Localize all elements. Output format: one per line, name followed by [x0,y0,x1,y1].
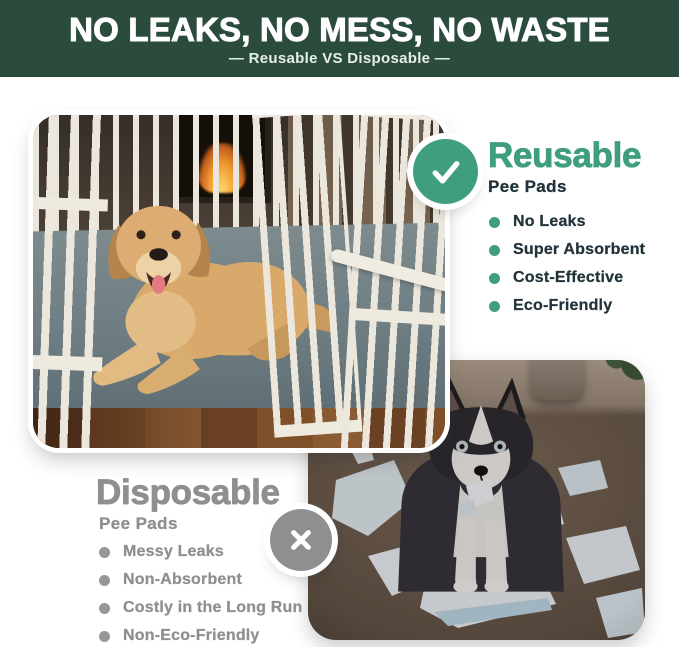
bullet-dot-icon [489,217,500,228]
benefit-item [489,236,645,264]
reusable-section [488,138,645,320]
drawback-item [99,566,303,594]
bullet-dot-icon [489,273,500,284]
drawback-label: Messy Leaks [123,543,224,560]
bullet-dot-icon [489,301,500,312]
benefit-label: No Leaks [513,213,586,230]
disposable-subheading: Pee Pads [99,514,178,533]
reusable-pad-photo [33,115,445,448]
benefit-label: Super Absorbent [513,241,646,258]
reusable-heading: Reusable [488,136,642,175]
disposable-section [96,475,303,647]
bullet-dot-icon [99,631,110,642]
bullet-dot-icon [99,547,110,558]
drawback-label: Non-Absorbent [123,571,243,588]
disposable-heading: Disposable [96,473,280,512]
reusable-benefits-list [489,208,645,320]
drawback-item [99,622,303,647]
bullet-dot-icon [99,575,110,586]
bullet-dot-icon [99,603,110,614]
bullet-dot-icon [489,245,500,256]
x-icon [270,509,332,571]
benefit-item [489,264,645,292]
benefit-label: Eco-Friendly [513,297,613,314]
header-title: NO LEAKS, NO MESS, NO WASTE [69,10,610,48]
drawback-label: Costly in the Long Run [123,599,303,616]
disposable-drawbacks-list [99,538,303,647]
benefit-item [489,292,645,320]
pen-left-fence-panel [33,115,111,448]
drawback-label: Non-Eco-Friendly [123,627,260,644]
reusable-subheading: Pee Pads [488,177,567,196]
benefit-item [489,208,645,236]
header-banner [0,0,679,77]
header-subtitle: — Reusable VS Disposable — [228,49,451,67]
drawback-item [99,594,303,622]
benefit-label: Cost-Effective [513,269,624,286]
check-icon [413,139,478,204]
